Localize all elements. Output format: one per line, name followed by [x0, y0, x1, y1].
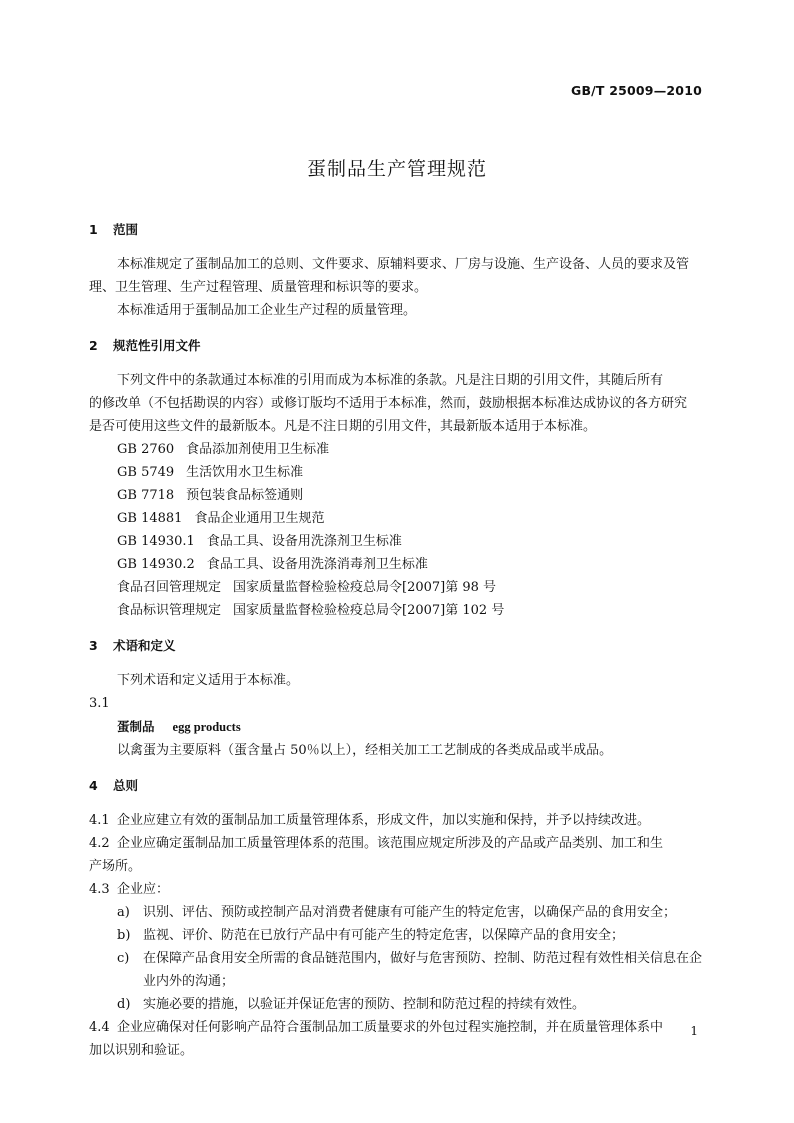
clause-4-3	[89, 878, 705, 901]
reference-item	[89, 599, 705, 622]
paragraph: 下列术语和定义适用于本标准。	[117, 673, 300, 688]
clause-number: 4.3	[89, 882, 110, 897]
reference-list	[89, 438, 705, 622]
reference-item	[89, 553, 705, 576]
document-title: 蛋制品生产管理规范	[306, 158, 487, 180]
clause-number: 4.2	[89, 836, 110, 851]
reference-title: 生活饮用水卫生标准	[186, 465, 304, 480]
paragraph-continuation: 理、卫生管理、生产过程管理、质量管理和标识等的要求。	[89, 280, 428, 295]
reference-code: 食品召回管理规定	[117, 580, 222, 595]
reference-title: 预包装食品标签通则	[186, 488, 304, 503]
list-item-label: c)	[117, 951, 130, 966]
list-item-label: a)	[117, 905, 130, 920]
reference-code: GB 5749	[117, 465, 175, 480]
paragraph: 下列文件中的条款通过本标准的引用而成为本标准的条款。凡是注日期的引用文件，其随后所有	[117, 373, 664, 388]
clause-text: 企业应：	[117, 882, 170, 897]
paragraph-continuation: 是否可使用这些文件的最新版本。凡是不注日期的引用文件，其最新版本适用于本标准。	[89, 419, 597, 434]
clause-text: 企业应确保对任何影响产品符合蛋制品加工质量要求的外包过程实施控制，并在质量管理体系中	[117, 1020, 664, 1035]
clause-continuation: 产场所。	[89, 859, 142, 874]
document-body	[89, 218, 705, 1062]
standard-code: GB/T 25009—2010	[570, 83, 702, 98]
reference-item	[89, 507, 705, 530]
reference-item	[89, 530, 705, 553]
section-2-heading	[89, 334, 705, 357]
clause-4-2	[89, 832, 705, 855]
section-title: 范围	[113, 222, 139, 237]
clause-number: 4.4	[89, 1020, 110, 1035]
term-chinese: 蛋制品	[117, 719, 155, 734]
section-title: 总则	[113, 778, 139, 793]
term-definition: 以禽蛋为主要原料（蛋含量占 50％以上），经相关加工工艺制成的各类成品或半成品。	[117, 743, 613, 758]
list-item-label: b)	[117, 928, 131, 943]
reference-item	[89, 484, 705, 507]
reference-code: GB 2760	[117, 442, 175, 457]
paragraph-continuation: 的修改单（不包括勘误的内容）或修订版均不适用于本标准，然而，鼓励根据本标准达成协议的各方研究	[89, 396, 688, 411]
list-item	[89, 924, 705, 947]
clause-4-4	[89, 1016, 705, 1039]
reference-code: GB 14930.2	[117, 557, 195, 572]
reference-item	[89, 461, 705, 484]
clause-continuation: 加以识别和验证。	[89, 1043, 194, 1058]
list-item-text: 监视、评价、防范在已放行产品中有可能产生的特定危害，以保障产品的食用安全；	[143, 928, 625, 943]
clause-text: 企业应确定蛋制品加工质量管理体系的范围。该范围应规定所涉及的产品或产品类别、加工和生	[117, 836, 664, 851]
section-number: 4	[89, 778, 98, 793]
section-number: 2	[89, 338, 98, 353]
list-item-label: d)	[117, 997, 131, 1012]
reference-code: 食品标识管理规定	[117, 603, 222, 618]
list-item-text: 在保障产品食用安全所需的食品链范围内，做好与危害预防、控制、防范过程有效性相关信息在企业内外的沟通；	[143, 951, 703, 989]
reference-title: 食品工具、设备用洗涤剂卫生标准	[206, 534, 402, 549]
reference-title: 食品企业通用卫生规范	[194, 511, 325, 526]
section-title: 规范性引用文件	[113, 338, 201, 353]
reference-item	[89, 438, 705, 461]
reference-title: 食品工具、设备用洗涤消毒剂卫生标准	[206, 557, 428, 572]
clause-4-3-items	[89, 901, 705, 1016]
list-item-text: 实施必要的措施，以验证并保证危害的预防、控制和防范过程的持续有效性。	[143, 997, 586, 1012]
section-3-heading	[89, 634, 705, 657]
clause-number: 4.1	[89, 813, 110, 828]
term-english: egg products	[172, 720, 241, 734]
reference-code: GB 14930.1	[117, 534, 195, 549]
section-number: 1	[89, 222, 98, 237]
reference-code: GB 7718	[117, 488, 175, 503]
reference-title: 国家质量监督检验检疫总局令[2007]第 102 号	[233, 603, 505, 618]
clause-4-1	[89, 809, 705, 832]
term-number: 3.1	[89, 696, 110, 711]
list-item	[89, 947, 705, 993]
reference-item	[89, 576, 705, 599]
paragraph: 本标准规定了蛋制品加工的总则、文件要求、原辅料要求、厂房与设施、生产设备、人员的要求及管	[117, 257, 690, 272]
list-item	[89, 901, 705, 924]
reference-title: 国家质量监督检验检疫总局令[2007]第 98 号	[233, 580, 497, 595]
section-title: 术语和定义	[113, 638, 176, 653]
section-number: 3	[89, 638, 98, 653]
reference-title: 食品添加剂使用卫生标准	[186, 442, 330, 457]
list-item-text: 识别、评估、预防或控制产品对消费者健康有可能产生的特定危害，以确保产品的食用安全；	[143, 905, 677, 920]
paragraph: 本标准适用于蛋制品加工企业生产过程的质量管理。	[117, 303, 417, 318]
section-4-heading	[89, 774, 705, 797]
reference-code: GB 14881	[117, 511, 183, 526]
page-number: 1	[690, 1024, 698, 1038]
section-1-heading	[89, 218, 705, 241]
clause-text: 企业应建立有效的蛋制品加工质量管理体系，形成文件，加以实施和保持，并予以持续改进。	[117, 813, 651, 828]
term-entry	[89, 715, 705, 739]
list-item	[89, 993, 705, 1016]
